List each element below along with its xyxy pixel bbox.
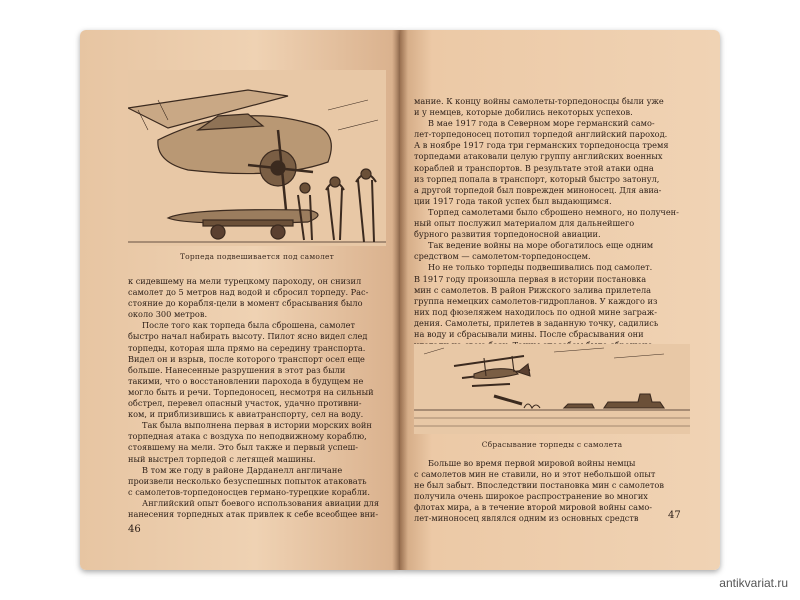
text-line: бурного развития торпедоносной авиации.: [414, 229, 601, 240]
illustration-torpedo-loading: [128, 70, 386, 246]
page-number: 46: [128, 524, 141, 535]
text-line: торпедная атака с воздуха по неподвижному кораблю,: [128, 431, 367, 442]
text-line: кораблей и транспортов. В результате этой атаки одна: [414, 162, 654, 173]
text-line: Так была выполнена первая в истории морских войн: [142, 420, 372, 431]
text-line: и у немцев, которые добились некоторых успехов.: [414, 107, 633, 118]
text-line: из торпед попала в транспорт, который быстро затонул,: [414, 173, 660, 184]
text-line: флотах мира, а в течение второй мировой войны само-: [414, 502, 653, 513]
text-line: получила очень широкое распространение во многих: [414, 491, 648, 502]
text-line: После того как торпеда была сброшена, самолет: [142, 320, 355, 331]
text-line: лет-миноносец являлся одним из основных средств: [414, 513, 639, 524]
text-line: лет-торпедоносец потопил торпедой английский пароход.: [414, 129, 668, 140]
airplane-torpedo-loading-icon: [128, 70, 386, 246]
text-line: средством — самолетом-торпедоносцем.: [414, 251, 591, 262]
text-line: к сидевшему на мели турецкому пароходу, он снизил: [128, 276, 362, 286]
illustration-caption-2: Сбрасывание торпеды с самолета: [481, 440, 623, 449]
text-line: мин с самолетов. В район Рижского залива прилетела: [414, 284, 652, 295]
text-line: с самолетов-торпедоносцев германо-турецкие корабли.: [128, 486, 370, 497]
text-line: с самолетов мин не ставили, но и этот небольшой опыт: [414, 469, 656, 480]
open-book: [80, 30, 720, 570]
text-line: Торпед самолетами было сброшено немного, но получен-: [428, 206, 679, 217]
text-line: В том же году в районе Дарданелл англичане: [142, 464, 343, 475]
text-line: около 300 метров.: [128, 309, 208, 320]
illustration-seaplane-torpedo: [414, 344, 690, 434]
left-page: [80, 30, 400, 570]
page-number: 47: [668, 510, 681, 521]
text-line: них под фюзеляжем находилось по одной мине заграж-: [414, 306, 658, 317]
text-line: Английский опыт боевого использования авиации для: [142, 497, 380, 508]
text-line: торпедами атаковали целую группу английских военных: [414, 151, 663, 162]
text-line: такими, что о восстановлении парохода в будущем не: [128, 375, 364, 386]
illustration-caption: Торпеда подвешивается под самолет: [179, 252, 335, 261]
watermark: antikvariat.ru: [719, 576, 788, 590]
text-line: Но не только торпеды подвешивались под самолет.: [428, 262, 653, 273]
text-line: быстро начал набирать высоту. Пилот ясно видел след: [128, 331, 368, 342]
text-line: стояние до корабля-цели в момент сбрасывания было: [128, 298, 363, 309]
right-page: [400, 30, 720, 570]
text-line: Так ведение войны на море обогатилось еще одним: [428, 240, 654, 251]
book-gutter: [392, 30, 408, 570]
seaplane-dropping-torpedo-icon: [414, 344, 690, 434]
text-line: ции 1917 года такой успех был выдающимся.: [414, 195, 612, 206]
text-line: самолет до 5 метров над водой и сбросил торпеду. Рас-: [128, 287, 369, 298]
text-line: стоявшему на мели. Это был также и первый успеш-: [128, 442, 359, 453]
right-page-body-top: [414, 96, 690, 373]
text-line: А в ноябре 1917 года три германских торпедоносца тремя: [414, 140, 669, 151]
text-line: Больше во время первой мировой войны немцы: [428, 458, 636, 468]
text-line: группа немецких самолетов-гидропланов. У каждого из: [414, 295, 658, 306]
text-line: не был забыт. Впоследствии постановка мин с самолетов: [414, 480, 664, 491]
text-line: ный опыт послужил материалом для дальнейшего: [414, 218, 635, 229]
text-line: обстрел, перевел опасный участок, удачно противни-: [128, 398, 362, 409]
text-line: а другой торпедой был поврежден миноносец. Для авиа-: [414, 184, 662, 195]
text-line: Видел он и взрыв, после которого транспорт осел еще: [128, 353, 365, 364]
text-line: дения. Самолеты, прилетев в заданную точку, садились: [414, 317, 659, 328]
text-line: нанесения торпедных атак привлек к себе всеобщее вни-: [128, 508, 379, 519]
text-line: ный выстрел торпедой с летящей машины.: [128, 453, 316, 464]
text-line: на воду и сбрасывали мины. После сбрасывания они: [414, 328, 644, 339]
text-line: ком, и приблизившись к авиатранспорту, сел на воду.: [128, 409, 364, 420]
text-line: В 1917 году произошла первая в истории постановка: [414, 273, 647, 284]
right-page-body-bottom: [414, 458, 690, 525]
text-line: произвели несколько безуспешных попыток атаковать: [128, 475, 367, 486]
text-line: В мае 1917 года в Северном море германский само-: [428, 118, 655, 129]
text-line: мание. К концу войны самолеты-торпедоносцы были уже: [414, 96, 664, 106]
text-line: больше. Нанесенные разрушения в этот раз были: [128, 364, 346, 375]
left-page-body: [128, 276, 386, 520]
text-line: торпеды, которая шла прямо на середину транспорта.: [128, 342, 366, 353]
text-line: могло быть и речи. Торпедоносец, несмотря на сильный: [128, 386, 374, 397]
